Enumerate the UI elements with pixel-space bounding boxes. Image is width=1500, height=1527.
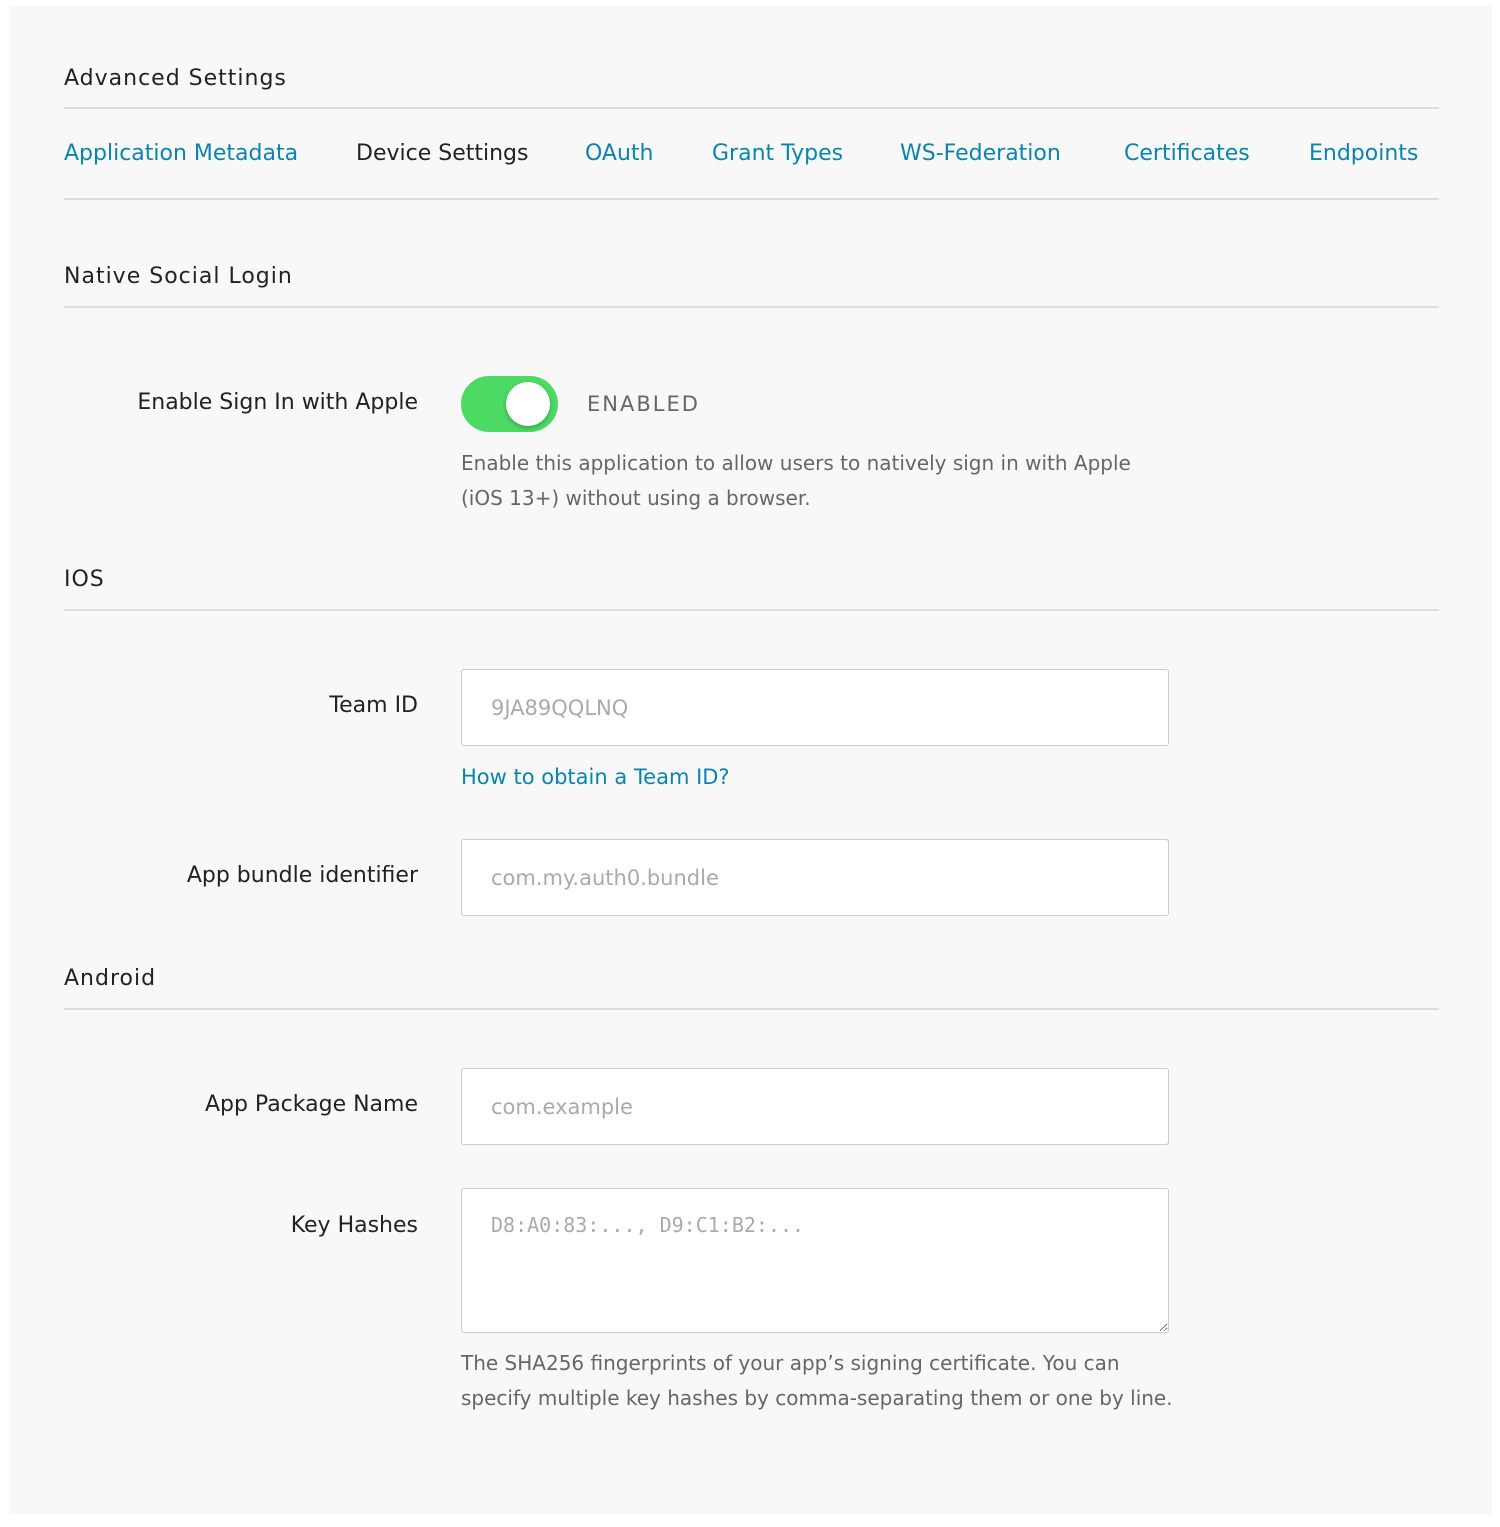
team-id-label: Team ID xyxy=(329,693,418,718)
sign-in-with-apple-label: Enable Sign In with Apple xyxy=(137,390,418,415)
toggle-knob xyxy=(506,382,550,426)
tab-oauth[interactable]: OAuth xyxy=(585,141,654,166)
key-hashes-textarea[interactable] xyxy=(461,1188,1169,1333)
app-package-name-input[interactable] xyxy=(461,1068,1169,1145)
key-hashes-help xyxy=(461,1346,1221,1416)
sign-in-with-apple-toggle[interactable] xyxy=(461,376,558,432)
title-divider xyxy=(64,107,1439,109)
section-title-native-social-login: Native Social Login xyxy=(64,264,293,289)
tab-ws-federation[interactable]: WS-Federation xyxy=(900,141,1061,166)
tab-grant-types[interactable]: Grant Types xyxy=(712,141,844,166)
team-id-input[interactable] xyxy=(461,669,1169,746)
tab-certificates[interactable]: Certificates xyxy=(1124,141,1250,166)
tabs-divider xyxy=(64,198,1439,200)
tab-endpoints[interactable]: Endpoints xyxy=(1309,141,1419,166)
app-package-name-label: App Package Name xyxy=(204,1092,418,1117)
section-divider xyxy=(64,1008,1439,1010)
sign-in-with-apple-help-line-2: (iOS 13+) without using a browser. xyxy=(461,486,811,510)
tab-application-metadata[interactable]: Application Metadata xyxy=(64,141,299,166)
section-title-ios: IOS xyxy=(64,567,105,592)
toggle-status-text: ENABLED xyxy=(587,392,700,416)
section-divider xyxy=(64,609,1439,611)
sign-in-with-apple-help xyxy=(461,446,1221,516)
app-bundle-identifier-input[interactable] xyxy=(461,839,1169,916)
settings-tabs xyxy=(64,136,1439,200)
key-hashes-help-line-1: The SHA256 fingerprints of your app’s signing certificate. You can xyxy=(461,1351,1120,1375)
key-hashes-label: Key Hashes xyxy=(290,1213,418,1238)
section-title-android: Android xyxy=(64,966,157,991)
section-divider xyxy=(64,306,1439,308)
team-id-help-link[interactable]: How to obtain a Team ID? xyxy=(461,765,730,789)
key-hashes-help-line-2: specify multiple key hashes by comma-separating them or one by line. xyxy=(461,1386,1173,1410)
app-bundle-identifier-label: App bundle identifier xyxy=(186,863,418,888)
sign-in-with-apple-help-line-1: Enable this application to allow users to natively sign in with Apple xyxy=(461,451,1131,475)
tab-device-settings[interactable]: Device Settings xyxy=(356,136,528,200)
page-title: Advanced Settings xyxy=(64,66,287,91)
